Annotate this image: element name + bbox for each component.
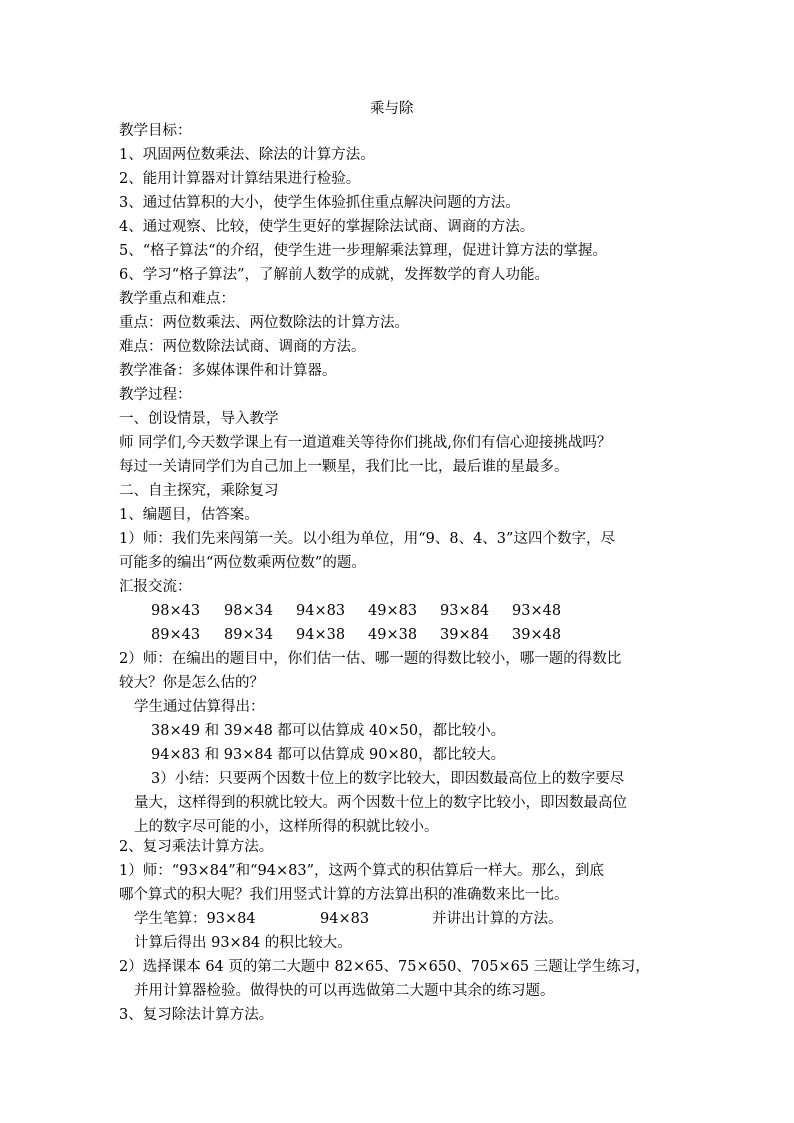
paragraph-line: 较大？你是怎么估的？ bbox=[119, 675, 264, 691]
report-label: 汇报交流： bbox=[119, 579, 192, 595]
summary-line: 量大，这样得到的积就比较大。两个因数十位上的数字比较小，即因数最高位 bbox=[134, 795, 627, 811]
paragraph-line: 哪个算式的积大呢？我们用竖式计算的方法算出积的准确数来比一比。 bbox=[119, 887, 569, 903]
paragraph-line: 1）师：我们先来闯第一关。以小组为单位，用“9、8、4、3”这四个数字，尽 bbox=[119, 531, 615, 547]
paragraph-line: 1）师：“93×84”和“94×83”，这两个算式的积估算后一样大。那么，到底 bbox=[119, 863, 604, 879]
objectives-heading: 教学目标： bbox=[119, 123, 192, 139]
student-work-line bbox=[0, 909, 794, 929]
keypoint-difficulty: 难点：两位数除法试商、调商的方法。 bbox=[119, 339, 366, 355]
paragraph-line: 2）师：在编出的题目中，你们估一估、哪一题的得数比较小，哪一题的得数比 bbox=[119, 651, 622, 667]
part2-heading: 二、自主探究，乘除复习 bbox=[119, 483, 279, 499]
expression: 49×83 bbox=[368, 603, 418, 619]
summary-line: 上的数字尽可能的小，这样所得的积就比较小。 bbox=[134, 819, 439, 835]
preparation-line: 教学准备：多媒体课件和计算器。 bbox=[119, 363, 337, 379]
step3-heading: 3、复习除法计算方法。 bbox=[119, 1007, 274, 1023]
summary-line: 3）小结：只要两个因数十位上的数字比较大，即因数最高位上的数字要尽 bbox=[151, 771, 625, 787]
expression: 89×34 bbox=[224, 627, 274, 643]
objective-item: 1、巩固两位数乘法、除法的计算方法。 bbox=[119, 147, 375, 163]
result-line: 计算后得出 93×84 的积比较大。 bbox=[134, 935, 352, 951]
keypoint-key: 重点：两位数乘法、两位数除法的计算方法。 bbox=[119, 315, 409, 331]
expression: 94×83 bbox=[296, 603, 346, 619]
student-label: 学生笔算：93×84 bbox=[134, 911, 256, 927]
expression-row bbox=[0, 601, 794, 621]
paragraph-line: 并用计算器检验。做得快的可以再选做第二大题中其余的练习题。 bbox=[134, 983, 555, 999]
estimate-line: 94×83 和 93×84 都可以估算成 90×80，都比较大。 bbox=[151, 747, 506, 763]
objective-item: 5、“格子算法“的介绍，使学生进一步理解乘法算理，促进计算方法的掌握。 bbox=[119, 243, 608, 259]
process-heading: 教学过程： bbox=[119, 387, 192, 403]
student-tail: 并讲出计算的方法。 bbox=[432, 911, 563, 927]
objective-item: 4、通过观察、比较，使学生更好的掌握除法试商、调商的方法。 bbox=[119, 219, 535, 235]
student-expression: 94×83 bbox=[320, 911, 370, 927]
expression: 94×38 bbox=[296, 627, 346, 643]
expression-row bbox=[0, 625, 794, 645]
expression: 93×84 bbox=[440, 603, 490, 619]
keypoints-heading: 教学重点和难点： bbox=[119, 291, 235, 307]
step2-heading: 2、复习乘法计算方法。 bbox=[119, 839, 274, 855]
paragraph-line: 每过一关请同学们为自己加上一颗星，我们比一比，最后谁的星最多。 bbox=[119, 459, 569, 475]
step1-heading: 1、编题目，估答案。 bbox=[119, 507, 259, 523]
objective-item: 3、通过估算积的大小，使学生体验抓住重点解决问题的方法。 bbox=[119, 195, 520, 211]
expression: 39×48 bbox=[512, 627, 562, 643]
paragraph-line: 2）选择课本 64 页的第二大题中 82×65、75×650、705×65 三题让学生练习， bbox=[119, 959, 650, 975]
paragraph-line: 师 同学们,今天数学课上有一道道难关等待你们挑战,你们有信心迎接挑战吗？ bbox=[119, 435, 612, 451]
part1-heading: 一、创设情景，导入教学 bbox=[119, 411, 279, 427]
estimate-label: 学生通过估算得出： bbox=[134, 699, 265, 715]
expression: 39×84 bbox=[440, 627, 490, 643]
objective-item: 6、学习“格子算法”，了解前人数学的成就，发挥数学的育人功能。 bbox=[119, 267, 550, 283]
expression: 89×43 bbox=[151, 627, 201, 643]
estimate-line: 38×49 和 39×48 都可以估算成 40×50，都比较小。 bbox=[151, 723, 506, 739]
paragraph-line: 可能多的编出“两位数乘两位数”的题。 bbox=[119, 555, 366, 571]
page-title: 乘与除 bbox=[370, 101, 414, 117]
expression: 98×43 bbox=[151, 603, 201, 619]
expression: 93×48 bbox=[512, 603, 562, 619]
expression: 98×34 bbox=[224, 603, 274, 619]
objective-item: 2、能用计算器对计算结果进行检验。 bbox=[119, 171, 361, 187]
expression: 49×38 bbox=[368, 627, 418, 643]
